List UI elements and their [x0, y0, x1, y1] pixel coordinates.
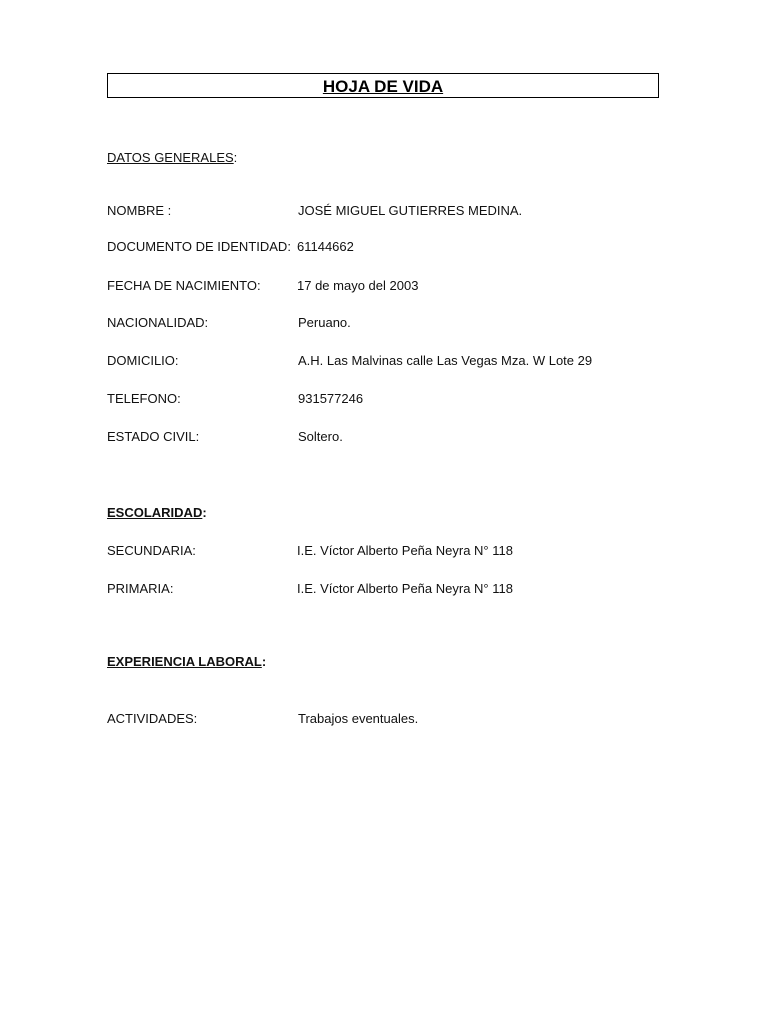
- field-label: TELEFONO:: [107, 391, 181, 406]
- field-value: A.H. Las Malvinas calle Las Vegas Mza. W Lote 29: [298, 353, 593, 368]
- section-heading-colon: :: [233, 150, 238, 165]
- section-heading-text: EXPERIENCIA LABORAL: [107, 654, 262, 669]
- field-label: SECUNDARIA:: [107, 543, 196, 558]
- field-label: ACTIVIDADES:: [107, 711, 198, 726]
- field-label: ESTADO CIVIL:: [107, 429, 200, 444]
- field-value: 931577246: [298, 391, 364, 406]
- field-row-secundaria: [107, 542, 667, 560]
- field-row-telefono: [107, 390, 667, 408]
- section-heading-datos-generales: [107, 150, 237, 165]
- field-value: JOSÉ MIGUEL GUTIERRES MEDINA.: [298, 203, 523, 218]
- field-row-domicilio: [107, 352, 667, 370]
- section-heading-text: DATOS GENERALES: [107, 150, 234, 165]
- field-label: PRIMARIA:: [107, 581, 174, 596]
- section-heading-escolaridad: [107, 505, 207, 520]
- field-row-actividades: [107, 710, 667, 728]
- field-value: Peruano.: [298, 315, 351, 330]
- section-heading-colon: :: [202, 505, 207, 520]
- field-row-primaria: [107, 580, 667, 598]
- field-row-nacionalidad: [107, 314, 667, 332]
- section-heading-text: ESCOLARIDAD: [107, 505, 203, 520]
- field-value: 17 de mayo del 2003: [297, 278, 419, 293]
- document-title: HOJA DE VIDA: [322, 77, 444, 96]
- field-label: NACIONALIDAD:: [107, 315, 209, 330]
- field-row-fecha-nacimiento: [107, 277, 667, 295]
- section-heading-colon: :: [261, 654, 267, 669]
- field-label: NOMBRE :: [107, 203, 172, 218]
- document-title-box: [107, 73, 659, 98]
- field-value: Trabajos eventuales.: [298, 711, 419, 726]
- field-value: I.E. Víctor Alberto Peña Neyra N° 118: [297, 543, 513, 558]
- field-value: Soltero.: [298, 429, 343, 444]
- field-value: I.E. Víctor Alberto Peña Neyra N° 118: [297, 581, 513, 596]
- field-value: 61144662: [297, 239, 354, 254]
- section-heading-experiencia-laboral: [107, 654, 266, 669]
- field-row-nombre: [107, 202, 667, 220]
- field-label: FECHA DE NACIMIENTO:: [107, 278, 261, 293]
- field-label: DOCUMENTO DE IDENTIDAD:: [107, 239, 291, 254]
- field-row-estado-civil: [107, 428, 667, 446]
- field-label: DOMICILIO:: [107, 353, 179, 368]
- field-row-documento: [107, 238, 667, 256]
